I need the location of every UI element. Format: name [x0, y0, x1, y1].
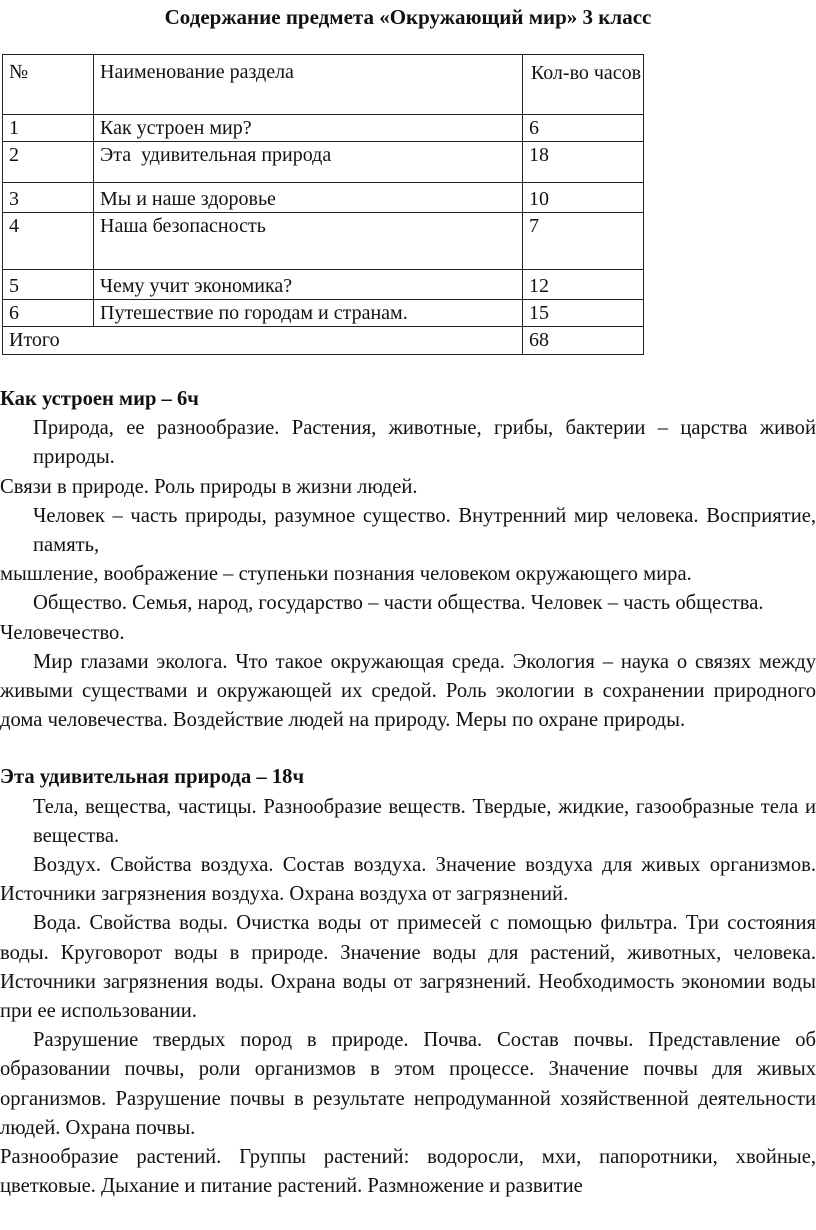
row-section-name: Эта удивительная природа	[94, 142, 523, 183]
row-hours: 15	[523, 300, 644, 327]
row-hours: 12	[523, 270, 644, 300]
paragraph: Тела, вещества, частицы. Разнообразие веществ. Твердые, жидкие, газообразные тела и вещества.	[33, 795, 816, 847]
table-row	[3, 142, 644, 183]
row-number: 5	[3, 270, 94, 300]
row-section-name: Чему учит экономика?	[94, 270, 523, 300]
contents-table	[2, 54, 644, 355]
paragraph: мышление, воображение – ступеньки познания человеком окружающего мира.	[0, 563, 692, 586]
page-title: Содержание предмета «Окружающий мир» 3 класс	[164, 5, 652, 29]
table-total-row	[3, 327, 644, 355]
table-header-row	[3, 55, 644, 115]
paragraph: Разрушение твердых пород в природе. Почва. Состав почвы. Представление об образовании почвы, роли организмов в этом процессе. Значение почвы для живых организмов. Разрушение почвы в результате непродуманной хозяйственной деятельности людей. Охрана почвы.	[0, 1029, 816, 1139]
header-number: №	[3, 55, 94, 115]
row-number: 1	[3, 115, 94, 142]
paragraph: Вода. Свойства воды. Очистка воды от примесей с помощью фильтра. Три состояния воды. Круговорот воды в природе. Значение воды для растений, животных, человека. Источники загрязнения воды. Охрана воды от загрязнений. Необходимость экономии воды при ее использовании.	[0, 912, 816, 1023]
table-row	[3, 270, 644, 300]
total-label: Итого	[3, 327, 94, 355]
section-heading: Эта удивительная природа – 18ч	[0, 766, 305, 789]
total-empty-cell	[94, 327, 523, 355]
total-hours: 68	[523, 327, 644, 355]
row-number: 3	[3, 183, 94, 213]
row-hours: 10	[523, 183, 644, 213]
paragraph: Разнообразие растений. Группы растений: водоросли, мхи, папоротники, хвойные, цветковые. Дыхание и питание растений. Размножение и развитие	[0, 1146, 816, 1198]
table-row	[3, 300, 644, 327]
row-section-name: Путешествие по городам и странам.	[94, 300, 523, 327]
table-row	[3, 213, 644, 270]
course-content	[0, 385, 816, 1201]
row-number: 4	[3, 213, 94, 270]
paragraph: Связи в природе. Роль природы в жизни людей.	[0, 475, 418, 498]
paragraph: Человек – часть природы, разумное существо. Внутренний мир человека. Восприятие, память,	[33, 504, 816, 557]
row-hours: 18	[523, 142, 644, 183]
row-hours: 6	[523, 115, 644, 142]
table-row	[3, 183, 644, 213]
row-section-name: Как устроен мир?	[94, 115, 523, 142]
paragraph: Мир глазами эколога. Что такое окружающая среда. Экология – наука о связях между живыми существами и окружающей их средой. Роль экологии в сохранении природного дома человечества. Воздействие людей на природу. Меры по охране природы.	[0, 650, 816, 732]
header-hours: Кол-во часов	[523, 55, 644, 115]
section-heading: Как устроен мир – 6ч	[0, 388, 199, 410]
paragraph: Воздух. Свойства воздуха. Состав воздуха. Значение воздуха для живых организмов. Источники загрязнения воздуха. Охрана воздуха от загрязнений.	[0, 854, 816, 906]
row-number: 2	[3, 142, 94, 183]
row-hours: 7	[523, 213, 644, 270]
row-number: 6	[3, 300, 94, 327]
paragraph: Общество. Семья, народ, государство – части общества. Человек – часть общества.	[33, 592, 764, 615]
row-section-name: Наша безопасность	[94, 213, 523, 270]
table-row	[3, 115, 644, 142]
section-gap	[0, 735, 816, 763]
header-section-name: Наименование раздела	[94, 55, 523, 115]
paragraph: Природа, ее разнообразие. Растения, животные, грибы, бактерии – царства живой природы.	[33, 417, 816, 469]
row-section-name: Мы и наше здоровье	[94, 183, 523, 213]
paragraph: Человечество.	[0, 621, 125, 644]
